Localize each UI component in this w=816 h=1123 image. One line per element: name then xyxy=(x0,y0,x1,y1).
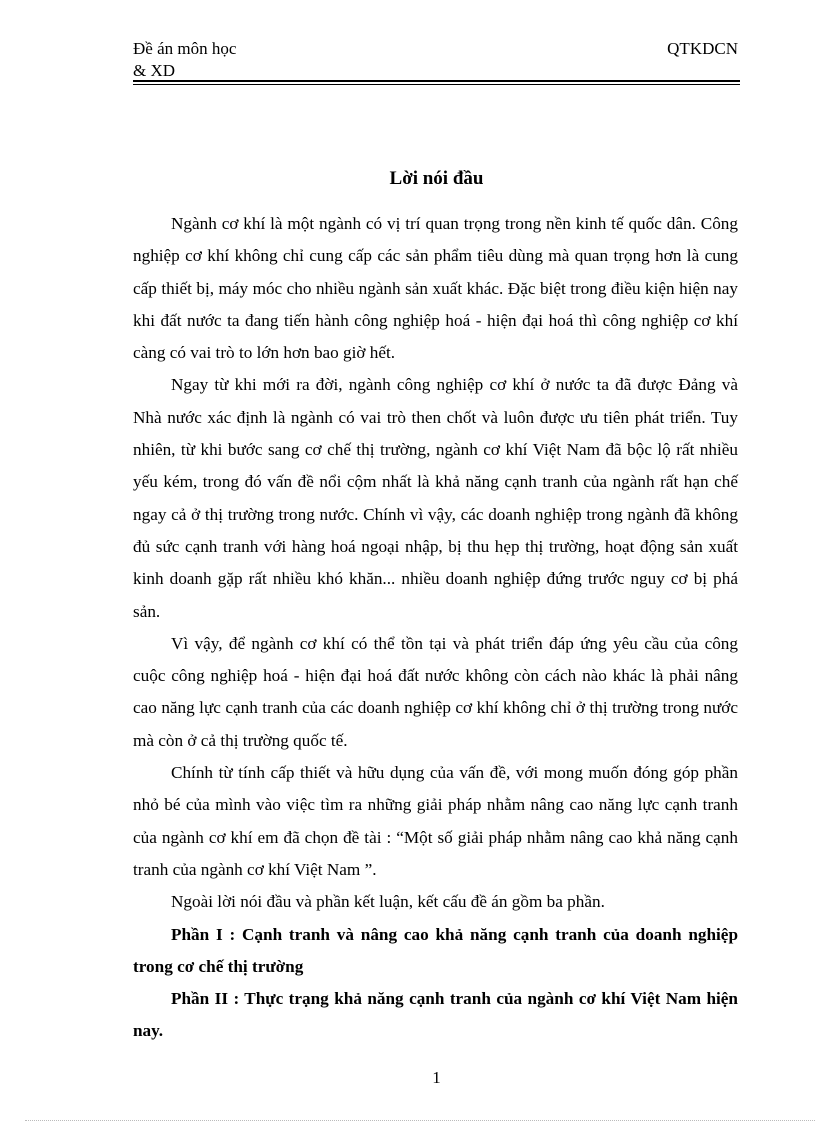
header-rule-thick xyxy=(133,80,740,82)
part-1-heading: Phần I : Cạnh tranh và nâng cao khả năng cạnh tranh của doanh nghiệp trong cơ chế thị trường xyxy=(133,924,738,976)
page-bottom-dotted-line xyxy=(25,1120,815,1121)
paragraph-2: Ngay từ khi mới ra đời, ngành công nghiệp cơ khí ở nước ta đã được Đảng và Nhà nước xác định là ngành có vai trò then chốt và luôn được ưu tiên phát triển. Tuy nhiên, từ khi bước sang cơ chế thị trường, ngành cơ khí Việt Nam đã bộc lộ rất nhiều yếu kém, trong đó vấn đề nổi cộm nhất là khả năng cạnh tranh của ngành rất hạn chế ngay cả ở thị trường trong nước. Chính vì vậy, các doanh nghiệp trong ngành đã không đủ sức cạnh tranh với hàng hoá ngoại nhập, bị thu hẹp thị trường, hoạt động sản xuất kinh doanh gặp rất nhiều khó khăn... nhiều doanh nghiệp đứng trước nguy cơ bị phá sản. xyxy=(133,375,738,621)
paragraph-4: Chính từ tính cấp thiết và hữu dụng của vấn đề, với mong muốn đóng góp phần nhỏ bé của mình vào việc tìm ra những giải pháp nhằm nâng cao năng lực cạnh tranh của ngành cơ khí em đã chọn đề tài : “Một số giải pháp nhằm nâng cao khả năng cạnh tranh của ngành cơ khí Việt Nam ”. xyxy=(133,763,738,879)
part-2-heading: Phần II : Thực trạng khả năng cạnh tranh của ngành cơ khí Việt Nam hiện nay. xyxy=(133,989,738,1041)
header-left-line2: & XD xyxy=(133,61,176,80)
paragraph-5: Ngoài lời nói đầu và phần kết luận, kết cấu đề án gồm ba phần. xyxy=(171,892,605,912)
header-department: QTKDCN xyxy=(667,39,738,58)
header-left-line1: Đề án môn học xyxy=(133,39,237,58)
page-number: 1 xyxy=(432,1068,441,1087)
header-rule-thin xyxy=(133,84,740,85)
paragraph-1: Ngành cơ khí là một ngành có vị trí quan trọng trong nền kinh tế quốc dân. Công nghiệp cơ khí không chỉ cung cấp các sản phẩm tiêu dùng mà quan trọng hơn là cung cấp thiết bị, máy móc cho nhiều ngành sản xuất khác. Đặc biệt trong điều kiện hiện nay khi đất nước ta đang tiến hành công nghiệp hoá - hiện đại hoá thì công nghiệp cơ khí càng có vai trò to lớn hơn bao giờ hết. xyxy=(133,214,738,363)
page-header xyxy=(133,38,738,82)
page-title: Lời nói đầu xyxy=(389,168,484,189)
document-body xyxy=(133,208,738,1048)
paragraph-3: Vì vậy, để ngành cơ khí có thể tồn tại và phát triển đáp ứng yêu cầu của công cuộc công nghiệp hoá - hiện đại hoá đất nước không còn cách nào khác là phải nâng cao năng lực cạnh tranh của các doanh nghiệp cơ khí không chỉ ở thị trường trong nước mà còn ở cả thị trường quốc tế. xyxy=(133,633,738,750)
header-course-label xyxy=(133,38,293,82)
